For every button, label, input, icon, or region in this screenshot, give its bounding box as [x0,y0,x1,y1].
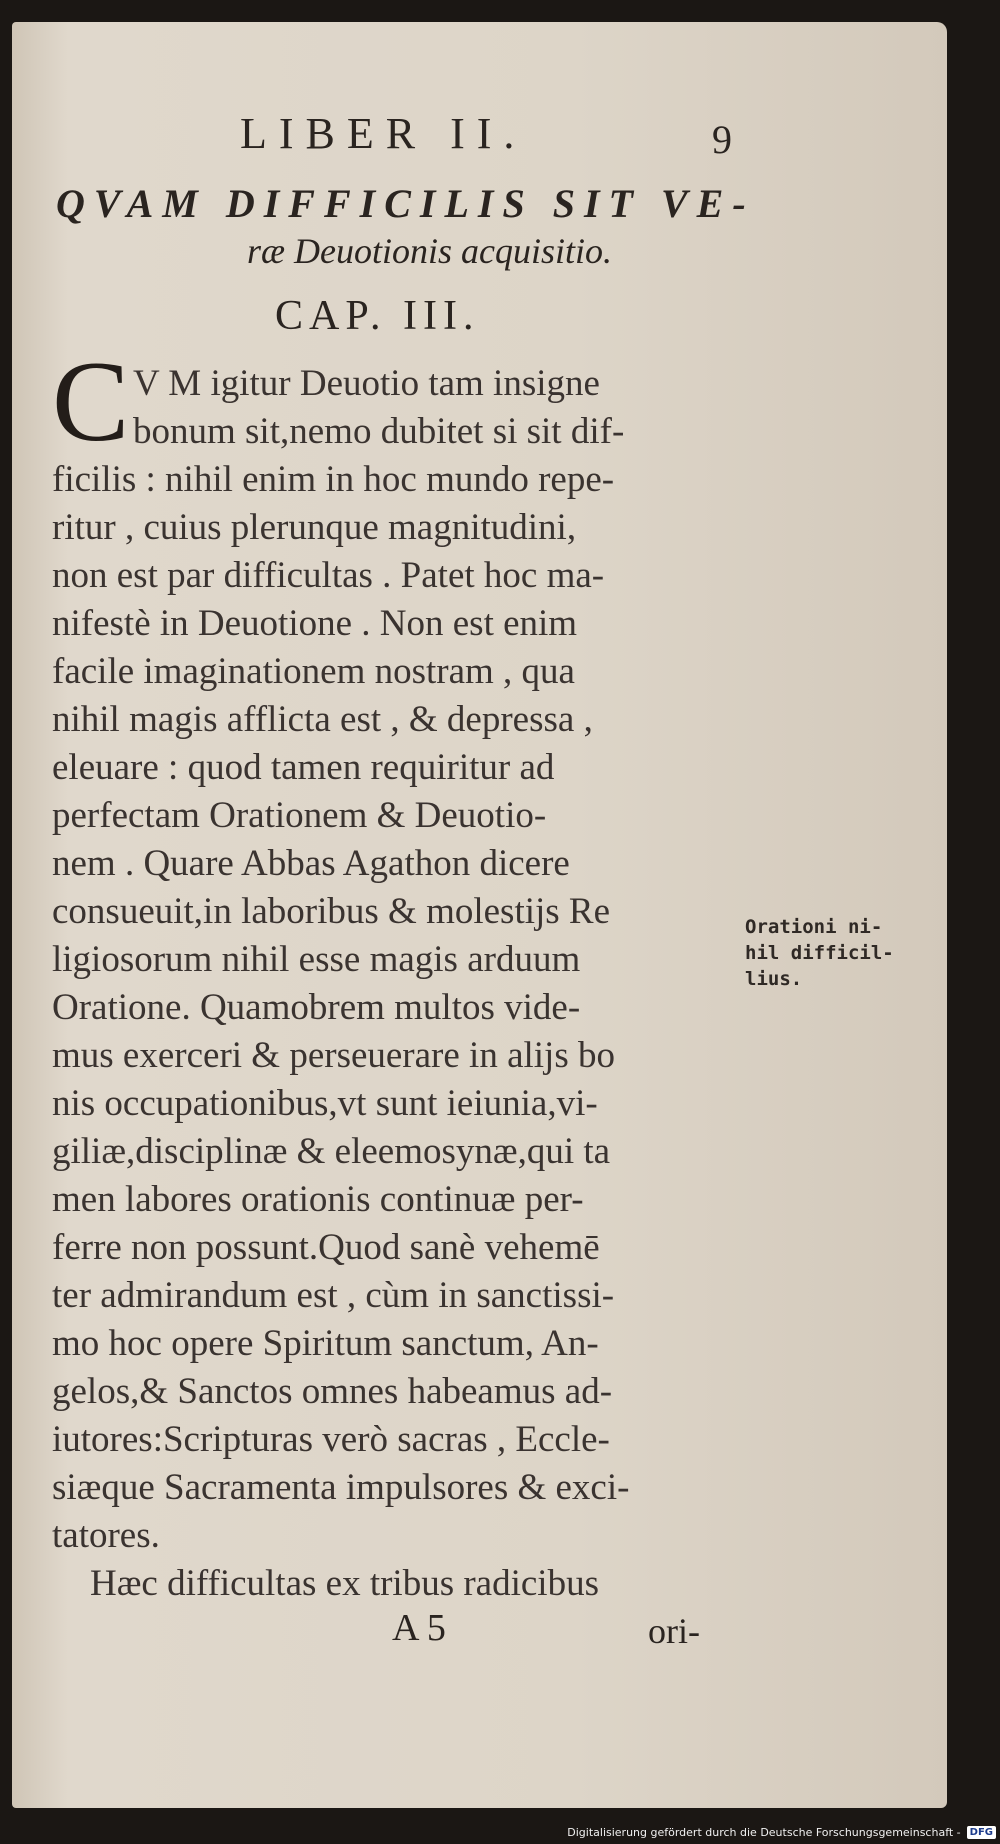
dfg-logo-icon: DFG [967,1826,996,1839]
digitization-footer [567,1822,996,1842]
text-line: siæque Sacramenta impulsores & exci- [52,1467,630,1508]
marginal-note [745,914,915,992]
text-line: perfectam Orationem & Deuotio- [52,795,547,836]
text-line: men labores orationis continuæ per- [52,1179,584,1220]
marginal-note-line: lius. [745,968,803,990]
text-line: bonum sit,nemo dubitet si sit dif- [133,411,625,452]
text-line: non est par difficultas . Patet hoc ma- [52,555,605,596]
marginal-note-line: hil difficil- [745,942,894,964]
text-line: tatores. [52,1515,160,1556]
text-line: facile imaginationem nostram , qua [52,651,575,692]
text-line: V M igitur Deuotio tam insigne [133,363,600,404]
marginal-note-line: Orationi ni- [745,916,883,938]
text-line: ritur , cuius plerunque magnitudini, [52,507,577,548]
text-line: gelos,& Sanctos omnes habeamus ad- [52,1371,613,1412]
text-line: mo hoc opere Spiritum sanctum, An- [52,1323,599,1364]
text-line: eleuare : quod tamen requiritur ad [52,747,555,788]
text-line: mus exerceri & perseuerare in alijs bo [52,1035,615,1076]
text-line: Oratione. Quamobrem multos vide- [52,987,581,1028]
text-line: ter admirandum est , cùm in sanctissi- [52,1275,615,1316]
text-line: Hæc difficultas ex tribus radicibus [90,1563,599,1604]
text-line: nihil magis afflicta est , & depressa , [52,699,593,740]
text-line: giliæ,disciplinæ & eleemosynæ,qui ta [52,1131,611,1172]
signature-mark: A 5 [392,1607,446,1649]
drop-initial: C [52,338,130,466]
catchword: ori- [648,1611,700,1651]
text-line: iutores:Scripturas verò sacras , Eccle- [52,1419,610,1460]
chapter-title-line-1: QVAM DIFFICILIS SIT VE- [56,181,755,226]
running-head: LIBER II. [240,109,527,158]
text-line: ligiosorum nihil esse magis arduum [52,939,581,980]
footer-text: Digitalisierung gefördert durch die Deutsche Forschungsgemeinschaft - [567,1825,961,1839]
text-line: nis occupationibus,vt sunt ieiunia,vi- [52,1083,598,1124]
body-text [52,360,740,1608]
text-line: ficilis : nihil enim in hoc mundo repe- [52,459,615,500]
text-line: ferre non possunt.Quod sanè vehemē [52,1227,600,1268]
chapter-title-line-2: ræ Deuotionis acquisitio. [247,231,613,271]
text-line: consueuit,in laboribus & molestijs Re [52,891,611,932]
chapter-number: CAP. III. [275,293,480,339]
page-number: 9 [712,117,732,162]
text-line: nifestè in Deuotione . Non est enim [52,603,578,644]
text-line: nem . Quare Abbas Agathon dicere [52,843,570,884]
